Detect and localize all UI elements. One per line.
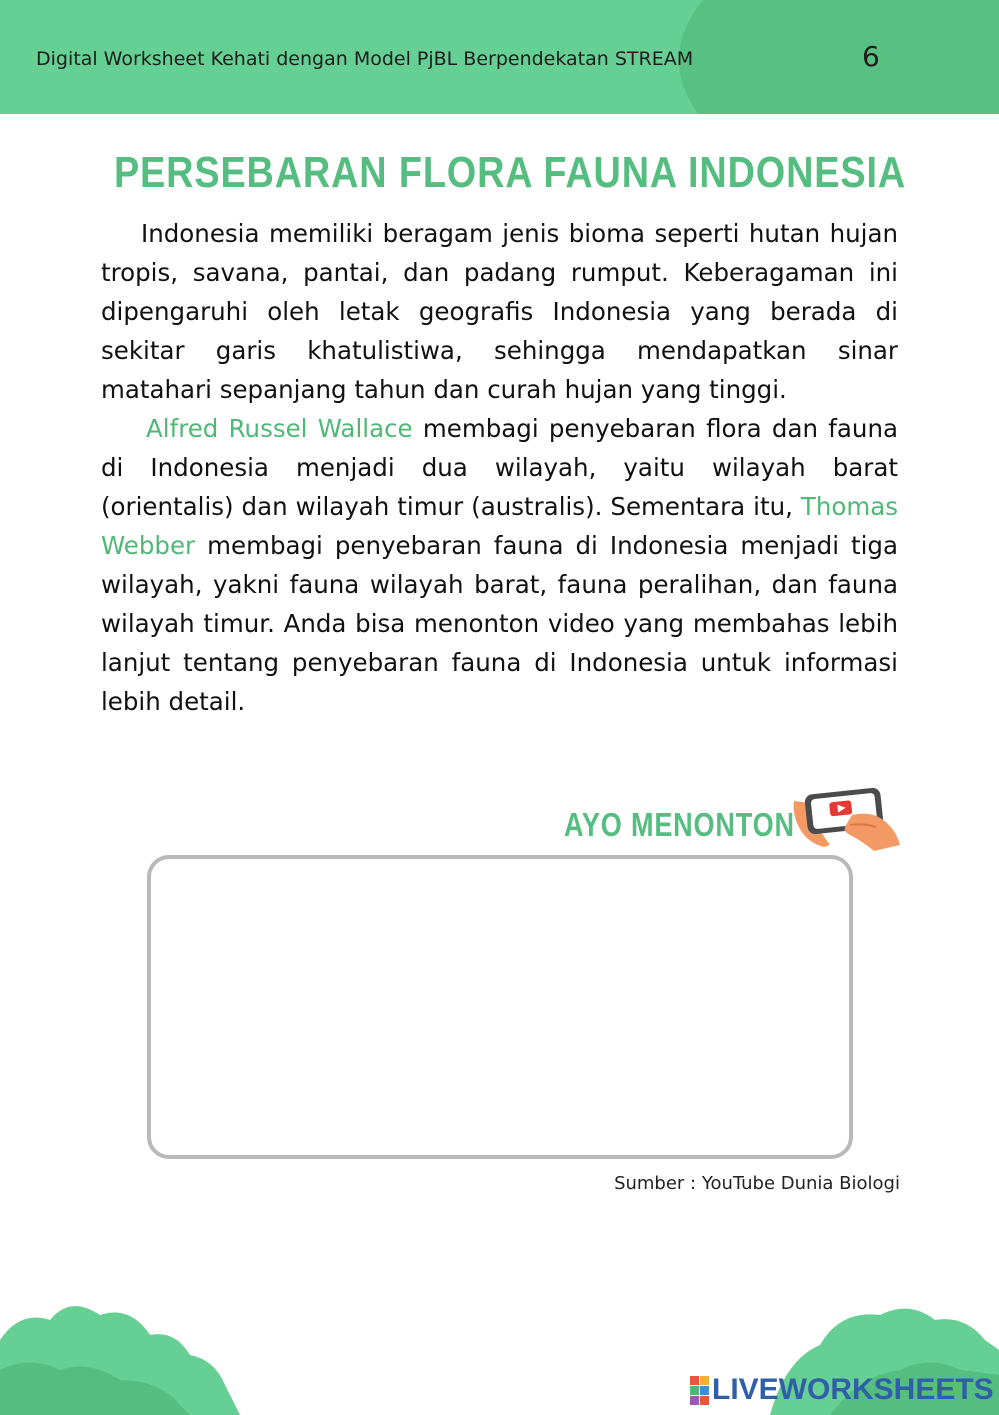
highlight-wallace: Alfred Russel Wallace xyxy=(146,414,413,443)
liveworksheets-logo xyxy=(690,1373,994,1406)
page-title: PERSEBARAN FLORA FAUNA INDONESIA xyxy=(113,148,907,197)
header-accent-shape xyxy=(679,0,999,114)
watch-section-title: AYO MENONTON xyxy=(564,806,795,843)
video-source: Sumber : YouTube Dunia Biologi xyxy=(614,1173,900,1194)
hand-phone-video-icon xyxy=(790,785,902,857)
paragraph-distribution xyxy=(101,409,898,721)
paragraph-part-2: membagi penyebaran fauna di Indonesia menjadi tiga wilayah, yakni fauna wilayah barat, fauna peralihan, dan fauna wilayah timur. Anda bisa menonton video yang membahas lebih lanjut tentang penyebaran fauna di Indonesia untuk informasi lebih detail. xyxy=(101,531,898,716)
paragraph-biomes: Indonesia memiliki beragam jenis bioma seperti hutan hujan tropis, savana, pantai, dan padang rumput. Keberagaman ini dipengaruhi oleh letak geografis Indonesia yang berada di sekitar garis khatulistiwa, sehingga mendapatkan sinar matahari sepanjang tahun dan curah hujan yang tinggi. xyxy=(101,219,898,404)
brand-name: LIVEWORKSHEETS xyxy=(712,1373,994,1406)
logo-squares-icon xyxy=(690,1376,709,1405)
page-number: 6 xyxy=(862,40,880,73)
video-embed-frame[interactable] xyxy=(147,855,853,1159)
highlight-webber: Thomas Webber xyxy=(101,492,898,560)
paragraph-part-1: membagi penyebaran flora dan fauna di Indonesia menjadi dua wilayah, yaitu wilayah barat (orientalis) dan wilayah timur (australis). Sementara itu, xyxy=(101,414,898,521)
body-text xyxy=(101,214,898,721)
page-header xyxy=(0,0,999,114)
header-title: Digital Worksheet Kehati dengan Model PjBL Berpendekatan STREAM xyxy=(36,48,694,70)
